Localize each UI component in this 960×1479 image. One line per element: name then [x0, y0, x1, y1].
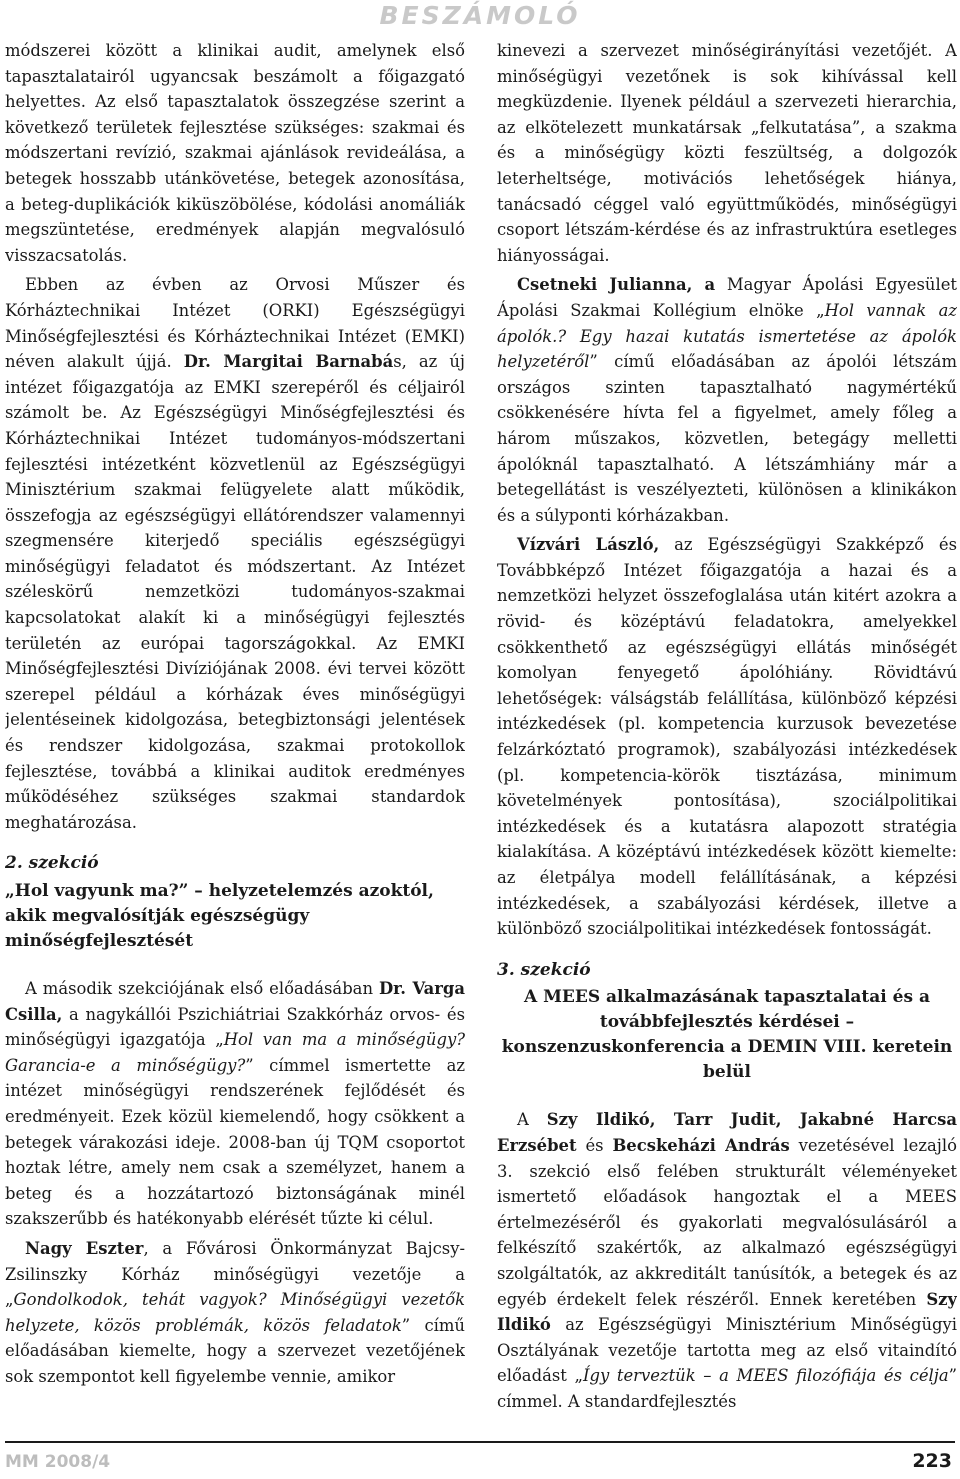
person-name: Csetneki Julianna, a [517, 275, 716, 295]
paragraph-text: az Egészségügyi Szakképző és Továbbképző Intézet főigazgatója a hazai és a nemzetközi helyzet összefoglalása után kitért azokra a rövid- és középtávú feladatokra, amelyekkel csökkenthető az egészségügyi ellátás minőségét komolyan fenyegető ápolóhiány. Rövidtávú lehetőségek: válságstáb felállítása, különböző képzési intézkedések (pl. kompetencia kurzusok bevezetése felzárkóztató programok), szabályozási intézkedések (pl. kompetencia-körök tisztázása, minimum követelmények pontosítása), szociálpolitikai intézkedések és a kutatásra alapozott stratégia kialakítása. A középtávú intézkedések között kiemelte: az életpálya modell felállításának, a képzési intézkedések, a szabályozási kérdések, illetve a különböző szociálpolitikai intézkedések fontosságát. [497, 535, 957, 939]
paragraph-text: az Egészségügyi Minisztérium Minőségügyi Osztályának vezetője tartotta meg az első vitaindító előadást „ [497, 1315, 957, 1386]
section-number: 2. szekció [5, 853, 99, 874]
paragraph-text: ” című előadásában kiemelte, hogy a szervezet vezetőjének sok szempontot kell figyelembe vennie, amikor [5, 1315, 465, 1386]
paragraph-text: A [517, 1110, 547, 1130]
journal-issue: MM 2008/4 [5, 1452, 111, 1472]
talk-title: Hol van ma a minőségügy? Garancia-e a minőségügy? [5, 1030, 465, 1075]
section-title: A MEES alkalmazásának tapasztalatai és a továbbfejlesztés kérdései – konszenzuskonferencia a DEMIN VIII. keretein belül [501, 987, 953, 1083]
paragraph-text: ” című előadásában az ápolói létszám országos szinten tapasztalható nagymértékű csökkenésére hívta fel a figyelmet, amely főleg a három műszakos, közvetlen, betegágy melletti ápolóknál tapasztalható. A létszámhiány már a betegellátást is veszélyezteti, különösen a klinikákon és a súlyponti kórházakban. [497, 352, 957, 525]
paragraph-text: a nagykállói Pszichiátriai Szakkórház orvos- és minőségügyi igazgatója „ [5, 1004, 465, 1050]
paragraph-text: Ebben az évben az Orvosi Műszer és Kórháztechnikai Intézet (ORKI) Egészségügyi Minőségfejlesztési és Kórháztechnikai Intézet (EMKI) néven alakult újjá. [5, 275, 465, 372]
section-title: „Hol vagyunk ma?” – helyzetelemzés azoktól, akik megvalósítják egészségügy minőségfejlesztését [5, 881, 434, 951]
paragraph [497, 38, 957, 268]
person-name: Becskeházi András [612, 1135, 790, 1155]
footer-rule [5, 1441, 955, 1443]
left-column [5, 38, 465, 1433]
paragraph-text: Magyar Ápolási Egyesület Ápolási Szakmai Kollégium elnöke „ [497, 275, 957, 320]
person-name: Szy Ildikó [497, 1289, 957, 1335]
paragraph [5, 1236, 465, 1390]
section-number: 3. szekció [497, 959, 591, 980]
page-number: 223 [912, 1450, 952, 1472]
talk-title: Gondolkodok, tehát vagyok? Minőségügyi vezetők helyzete, közös problémák, közös feladatok [5, 1290, 465, 1335]
paragraph-text: A második szekciójának első előadásában [25, 979, 379, 998]
paragraph [497, 1107, 957, 1414]
right-column [497, 38, 957, 1433]
person-name: Dr. Varga Csilla, [5, 979, 465, 1024]
talk-title: Hol vannak az ápolók.? Egy hazai kutatás ismertetése az ápolók helyzetéről [497, 300, 957, 372]
paragraph-text: vezetésével lezajló 3. szekció első felében strukturált véleményeket ismertető előadások hangoztak el a MEES értelmezéséről és gyakorlati megvalósulásáról a felkészítő szakértők, az alkalmazó egészségügyi szolgáltatók, az akkreditált tanúsítók, a betegek és az egyéb érdekelt felek részéről. Ennek keretében [497, 1135, 957, 1309]
paragraph-text: ” címmel. A standardfejlesztés [497, 1366, 957, 1411]
talk-title: Így terveztük – a MEES filozófiája és célja [582, 1366, 949, 1386]
paragraph-text: s, az új intézet főigazgatója az EMKI szerepéről és céljairól számolt be. Az Egészségügyi Minőségfejlesztési és Kórháztechnikai Intézet tudományos-módszertani fejlesztési intézetként közvetlenül az Egészségügyi Minisztérium szakmai felügyelete alatt működik, összefogja az egészségügyi ellátórendszer valamennyi szegmensére kiterjedő speciális egészségügyi minőségügyi feladatot és módszertant. Az Intézet széleskörű nemzetközi tudományos-szakmai kapcsolatokat alakít ki a minőségügyi fejlesztés területén az európai tagországokkal. Az EMKI Minőségfejlesztési Divíziójának 2008. évi tervei között szerepel például a kórházak éves minőségügyi jelentéseinek kidolgozása, betegbiztonsági jelentések és rendszer kidolgozása, szakmai protokollok fejlesztése, továbbá a klinikai auditok eredményes működéséhez szükséges szakmai standardok meghatározása. [5, 352, 465, 832]
paragraph [497, 272, 957, 528]
paragraph [5, 38, 465, 268]
running-header [0, 0, 960, 36]
paragraph-text: és [576, 1135, 613, 1155]
paragraph [497, 532, 957, 942]
paragraph-text: módszerei között a klinikai audit, amelynek első tapasztalatairól ugyancsak beszámolt a főigazgató helyettes. Az első tapasztalatok összegzése szerint a következő területek fejlesztése szükséges: szakmai és módszertani revízió, szakmai ajánlások revideálása, a betegek hosszabb utánkövetése, betegek azonosítása, a beteg-duplikációk kiküszöbölése, kódolási anomáliák megszüntetése, eredmények alapján megvalósuló visszacsatolás. [5, 41, 465, 265]
person-name: Vízvári László, [517, 535, 660, 555]
paragraph [5, 976, 465, 1232]
header-title: BESZÁMOLÓ [379, 1, 581, 30]
paragraph-text: ” címmel ismertette az intézet minőségügyi rendszerének fejlődését és eredményeit. Ezek közül kiemelendő, hogy csökkent a betegek várakozási ideje. 2008-ban új TQM csoportot hoztak létre, amely nem csak a személyzet, hanem a beteg és a hozzátartozó biztonságának minél szakszerűbb és hatékonyabb elérését tűzte ki célul. [5, 1055, 465, 1229]
paragraph-text: , a Fővárosi Önkormányzat Bajcsy-Zsilinszky Kórház minőségügyi vezetője a „ [5, 1238, 465, 1310]
paragraph [5, 272, 465, 835]
person-name: Szy Ildikó, Tarr Judit, Jakabné Harcsa Erzsébet [497, 1110, 957, 1155]
person-name: Nagy Eszter [25, 1238, 144, 1258]
paragraph-text: kinevezi a szervezet minőségirányítási vezetőjét. A minőségügyi vezetőnek is sok kihívással kell megküzdenie. Ilyenek például a szervezeti hierarchia, az elkötelezett munkatársak „felkutatása”, a szakma és a minőségügy közti feszültség, a dolgozók leterheltsége, motivációs lehetőségek hiánya, tanácsadó céggel való együttműködés, minőségügyi csoport létszám-kérdése és az infrastruktúra esetleges hiányosságai. [497, 41, 957, 265]
person-name: Dr. Margitai Barnabá [183, 352, 394, 372]
